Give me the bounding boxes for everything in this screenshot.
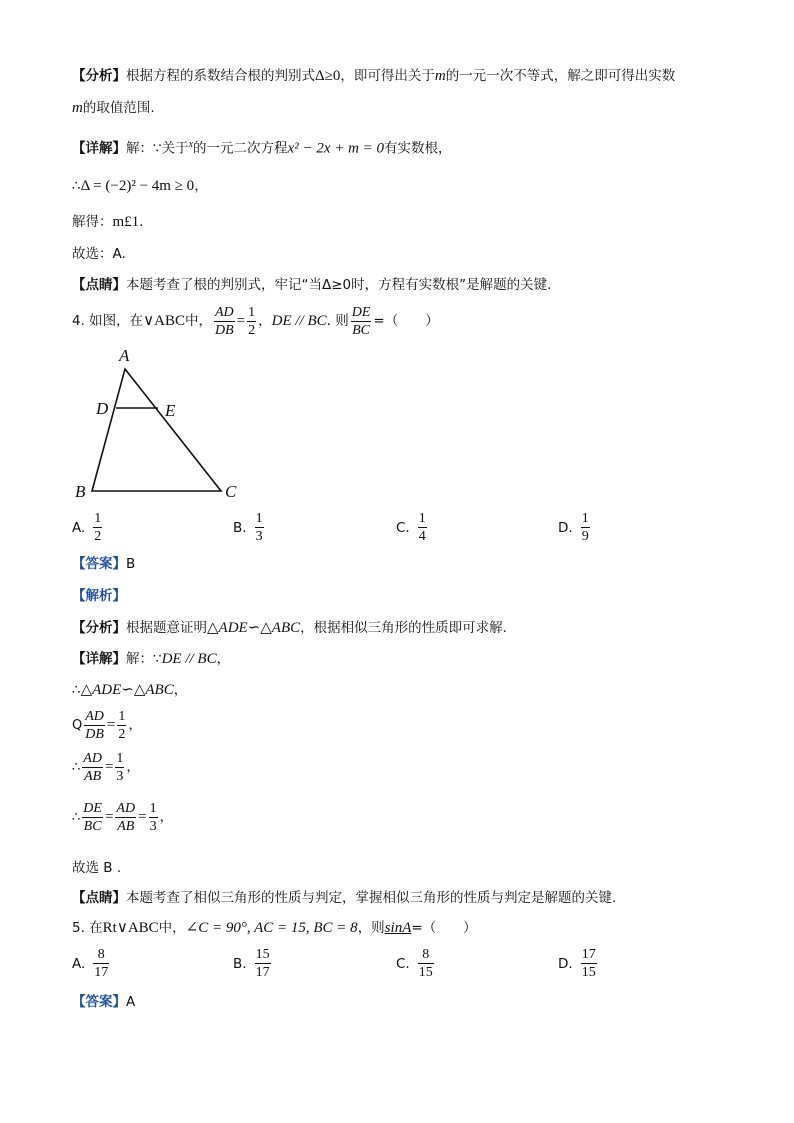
- answer-tag: 【答案】: [72, 556, 126, 572]
- q4-step1-den1: DB: [85, 726, 104, 742]
- q4-detail-tail: ，: [216, 651, 231, 667]
- q3-detail-text-3: 有实数根，: [384, 140, 452, 157]
- q4-step1-tail: ，: [128, 717, 142, 733]
- q4-option-a[interactable]: [72, 510, 104, 545]
- q4-choose-line: [72, 858, 121, 878]
- q4-option-b-fraction: [255, 510, 264, 545]
- q4-step2-eq: =: [104, 759, 114, 775]
- q4-stem: [72, 302, 439, 340]
- q5-then: ，则: [357, 920, 385, 936]
- q3-comment-line: [72, 275, 551, 295]
- q4-jiexi-line: [72, 586, 126, 606]
- q3-analysis-line-2: [72, 98, 155, 118]
- q5-option-a-label: A.: [72, 955, 86, 972]
- q4-comment-tag: 【点睛】: [72, 890, 126, 906]
- q3-solve-line: [72, 212, 143, 232]
- q4-triangle: ∨ABC: [143, 313, 185, 329]
- q4-step3-frac-c: [149, 800, 158, 835]
- q5-option-d-label: D.: [558, 955, 573, 972]
- q5-option-d[interactable]: [558, 946, 599, 981]
- q4-frac2-den: 2: [248, 322, 256, 338]
- q3-detail-text-2: 的一元二次方程: [193, 140, 288, 157]
- q4-analysis-tag: 【分析】: [72, 620, 126, 636]
- triangle-abc: [92, 369, 221, 491]
- q5-option-c-num: 8: [418, 946, 434, 964]
- q4-detail-tag: 【详解】: [72, 651, 126, 667]
- q4-option-a-fraction: [93, 510, 102, 545]
- comment-tag: 【点睛】: [72, 277, 126, 293]
- q3-solve-result: m£1: [112, 214, 140, 230]
- q4-analysis-text-2: ，根据相似三角形的性质即可求解.: [300, 620, 507, 636]
- q4-option-b-num: 1: [255, 511, 263, 526]
- q4-step2-num1: AD: [83, 750, 102, 766]
- q5-mid: 中，: [158, 920, 186, 936]
- q4-frac3-den: BC: [352, 322, 371, 338]
- q4-frac1-num: AD: [215, 304, 234, 320]
- q5-option-c-den: 15: [418, 965, 433, 980]
- q5-option-b-den: 17: [255, 965, 270, 980]
- q4-option-c-den: 4: [418, 529, 426, 544]
- q4-step3-frac-a: [82, 800, 103, 835]
- q3-analysis-text-1: 根据方程的系数结合根的判别式: [126, 68, 315, 84]
- label-c: C: [225, 482, 237, 501]
- q4-option-c[interactable]: [396, 510, 429, 545]
- q5-conditions: ∠C = 90°, AC = 15, BC = 8: [185, 920, 358, 936]
- q5-option-d-num: 17: [581, 947, 596, 962]
- q4-step3-num2: AD: [116, 800, 136, 816]
- q4-step1-line: [72, 706, 142, 745]
- q3-line2-m: m: [72, 100, 83, 116]
- q4-step1-num2: 1: [118, 708, 126, 724]
- q3-choose-line: [72, 244, 126, 264]
- q3-solve-label: 解得：: [72, 214, 113, 230]
- q4-step3-den3: 3: [149, 818, 157, 834]
- q4-comment-line: [72, 888, 616, 908]
- q5-option-c[interactable]: [396, 946, 436, 981]
- q3-analysis-text-3: 的一元一次不等式，解之即可得出实数: [445, 68, 676, 84]
- q4-step2-den1: AB: [84, 768, 102, 784]
- q4-comment-text: 本题考查了相似三角形的性质与判定，掌握相似三角形的性质与判定是解题的关键.: [126, 890, 617, 906]
- q3-analysis-delta: Δ≥0: [315, 68, 341, 84]
- q4-option-b-label: B.: [233, 519, 247, 536]
- q4-option-d-label: D.: [558, 519, 573, 536]
- label-a: A: [119, 346, 130, 365]
- q3-comment-text: 本题考查了根的判别式，牢记“当Δ≥0时，方程有实数根”是解题的关键.: [126, 277, 552, 293]
- q5-option-a-den: 17: [94, 965, 109, 980]
- q4-step3-prefix: ∴: [72, 810, 81, 825]
- q4-step2-num2: 1: [116, 750, 124, 766]
- q4-step3-line: [72, 798, 173, 837]
- q5-option-b-fraction: [255, 946, 271, 981]
- label-e: E: [165, 401, 176, 420]
- q4-step1-frac-b: [117, 708, 126, 743]
- q5-option-c-label: C.: [396, 955, 410, 972]
- q4-analysis-text-1: 根据题意证明: [126, 620, 207, 636]
- q5-option-a-fraction: [93, 946, 109, 981]
- q5-ask: =（ ）: [411, 920, 477, 936]
- q4-step3-frac-b: [115, 800, 136, 835]
- q4-option-c-num: 1: [418, 511, 426, 526]
- q5-option-b-num: 15: [255, 947, 270, 962]
- q4-detail-parallel: DE // BC: [161, 651, 217, 667]
- q4-step3-den2: AB: [117, 818, 135, 834]
- q4-eq1: =: [236, 313, 246, 329]
- q5-answer: A: [126, 994, 136, 1010]
- q3-detail-text-1: 解：∵关于: [126, 140, 189, 157]
- q4-step3-eq: =: [104, 809, 114, 825]
- q4-parallel: DE // BC: [271, 313, 327, 329]
- therefore-symbol: ∴: [72, 178, 81, 194]
- q3-analysis-text-2: ，即可得出关于: [340, 68, 435, 84]
- q5-option-b-label: B.: [233, 955, 247, 972]
- q3-line2-text: 的取值范围.: [82, 100, 155, 116]
- q3-solve-tail: .: [139, 214, 144, 230]
- q3-detail-line: [72, 135, 452, 159]
- q4-sim-line: [72, 680, 187, 700]
- q4-step1-eq: =: [106, 717, 116, 733]
- q4-prefix: 4. 如图，在: [72, 313, 144, 329]
- q4-option-b[interactable]: [233, 510, 266, 545]
- q3-detail-x: x: [188, 139, 194, 150]
- q4-fraction-one-half: [247, 304, 256, 339]
- q4-step2-prefix: ∴: [72, 760, 81, 775]
- q4-detail-text: 解：∵: [126, 651, 162, 667]
- q5-option-c-fraction: [418, 946, 434, 981]
- q4-answer: B: [126, 556, 136, 572]
- q3-detail-equation: x² − 2x + m = 0: [287, 140, 385, 157]
- q4-analysis-sim: △ADE∽△ABC: [207, 620, 301, 636]
- q4-detail-line: [72, 649, 230, 669]
- q4-option-a-den: 2: [94, 529, 102, 544]
- q3-analysis-m: m: [434, 68, 446, 84]
- q4-analysis-line: [72, 618, 507, 638]
- q4-therefore: ∴: [72, 682, 81, 698]
- q3-delta-line: [72, 176, 208, 196]
- q3-choose: 故选：A.: [72, 246, 126, 262]
- q4-step2-tail: ，: [126, 759, 140, 775]
- q4-frac3-num: DE: [351, 304, 371, 320]
- analysis-tag: 【分析】: [72, 68, 126, 84]
- q4-step1-den2: 2: [118, 726, 126, 742]
- q4-option-a-num: 1: [94, 511, 102, 526]
- q4-sim-tail: ，: [173, 682, 188, 698]
- q4-step2-frac-b: [115, 750, 124, 785]
- q4-step3-num3: 1: [149, 800, 157, 816]
- q4-step1-frac-a: [84, 708, 105, 743]
- triangle-figure: [72, 344, 252, 504]
- q4-step3-tail: ，: [159, 809, 174, 825]
- q4-ask: =（ ）: [373, 313, 439, 329]
- jiexi-tag: 【解析】: [72, 588, 126, 604]
- q4-step3-den1: BC: [83, 818, 102, 834]
- q5-triangle: Rt∨ABC: [102, 920, 159, 936]
- q4-option-c-fraction: [418, 510, 427, 545]
- q4-step2-den2: 3: [116, 768, 124, 784]
- q3-analysis-line: [72, 66, 675, 86]
- q4-fraction-de-bc: [351, 304, 372, 339]
- q4-choose: 故选 B .: [72, 860, 122, 876]
- q5-prefix: 5. 在: [72, 920, 103, 936]
- q5-option-b[interactable]: [233, 946, 273, 981]
- q4-sim: △ADE∽△ABC: [80, 682, 174, 698]
- q4-step1-prefix: Q: [72, 718, 83, 733]
- q4-option-d[interactable]: [558, 510, 592, 545]
- q4-option-d-num: 1: [581, 511, 589, 526]
- q4-option-d-den: 9: [581, 529, 589, 544]
- label-d: D: [96, 399, 109, 418]
- q4-mid: 中，: [185, 313, 212, 329]
- q4-then: . 则: [326, 313, 349, 329]
- q5-answer-line: [72, 992, 135, 1012]
- q4-option-c-label: C.: [396, 519, 410, 536]
- q5-answer-tag: 【答案】: [72, 994, 126, 1010]
- q4-fraction-ad-db: [214, 304, 235, 339]
- q5-option-d-fraction: [581, 946, 597, 981]
- q5-stem: [72, 918, 477, 938]
- detail-tag: 【详解】: [72, 140, 126, 157]
- label-b: B: [75, 482, 86, 501]
- q4-step2-line: [72, 748, 140, 787]
- q4-answer-line: [72, 554, 135, 574]
- q4-option-a-label: A.: [72, 519, 86, 536]
- q4-step3-num1: DE: [83, 800, 102, 816]
- q4-frac2-num: 1: [248, 304, 256, 320]
- q5-option-a[interactable]: [72, 946, 111, 981]
- q4-option-b-den: 3: [255, 529, 263, 544]
- q4-comma: ，: [258, 313, 272, 329]
- q3-delta-tail: ，: [194, 178, 208, 194]
- q4-option-d-fraction: [581, 510, 590, 545]
- q4-step3-eq2: =: [138, 809, 147, 825]
- q4-step1-num1: AD: [85, 708, 104, 724]
- q3-delta-expression: Δ = (−2)² − 4m ≥ 0: [80, 178, 195, 194]
- q5-option-d-den: 15: [581, 965, 596, 980]
- q4-step2-frac-a: [82, 750, 103, 785]
- q5-option-a-num: 8: [93, 946, 109, 964]
- q4-frac1-den: DB: [215, 322, 234, 338]
- q5-ask-expr: sinA: [384, 920, 412, 936]
